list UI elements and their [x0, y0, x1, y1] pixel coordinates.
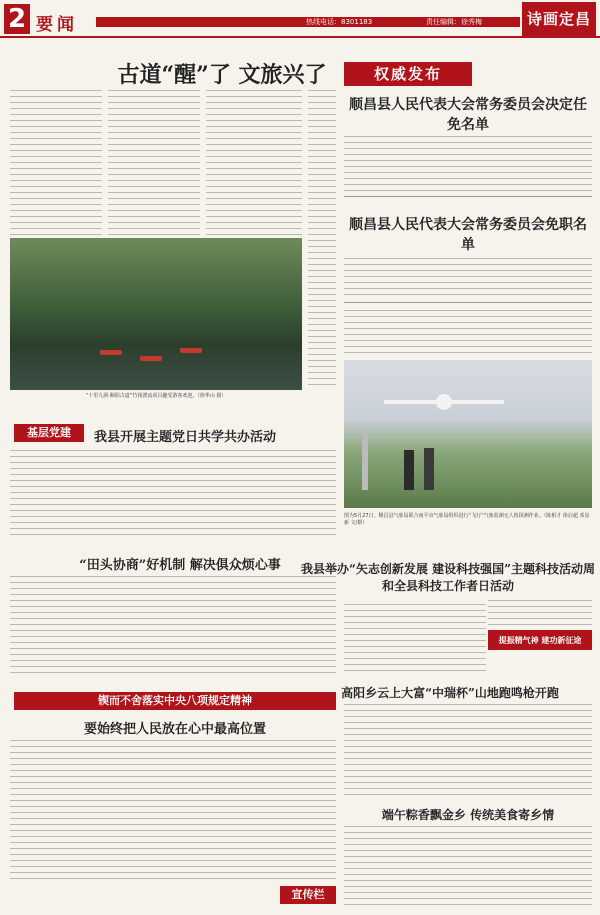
- article3-title: “田头协商”好机制 解决俱众烦心事: [79, 558, 281, 573]
- article1-body-col3: [206, 90, 302, 235]
- article7-title: 端午粽香飘金乡 传统美食寄乡情: [381, 808, 555, 822]
- article4-title: 我县举办“矢志创新发展 建设科技强国”主题科技活动周和全县科技工作者日活动: [301, 562, 595, 593]
- article7-body: [344, 826, 592, 908]
- article6-title: 要始终把人民放在心中最高位置: [83, 722, 266, 737]
- article1-body-col4: [308, 90, 336, 390]
- article5-title: 高阳乡云上大富“中瑞杯”山地跑鸣枪开跑: [341, 686, 559, 700]
- authority-tag: 权威发布: [344, 62, 472, 86]
- article2-title: 我县开展主题党日共学共办活动: [94, 430, 277, 445]
- regulation-tag: 锲而不舍落实中央八项规定精神: [14, 692, 336, 710]
- authority-article-body: [344, 310, 592, 354]
- newspaper-logo: 诗画定昌: [522, 2, 596, 36]
- side-banner: 提振精气神 建功新征途: [488, 630, 592, 650]
- rafting-photo-caption: “十里九洞·顺阳古道”竹筏漂流项目趣受游客欢迎。（徐华山 摄）: [85, 393, 227, 399]
- divider: [344, 302, 592, 303]
- article3-body: [10, 576, 336, 674]
- appointment-title: 顺昌县人民代表大会常务委员会决定任免名单: [349, 97, 587, 133]
- hotline: 热线电话：8301183: [306, 18, 373, 26]
- column-tag: 宣传栏: [280, 886, 336, 904]
- drone-photo-caption: 图为5月27日，顺昌县气象局联合南平市气象局组织进行“飞行”气象监测无人机探测作业。（陈相才 徐启超 邓显新 文/摄）: [344, 513, 590, 526]
- article5-body: [344, 704, 592, 798]
- appointment-list: [344, 136, 592, 192]
- side-body: [488, 600, 592, 628]
- drone-weather-photo: [344, 360, 592, 508]
- article1-body-col1: [10, 90, 102, 235]
- header-info-bar: [96, 17, 520, 27]
- page-number: 2: [4, 4, 30, 34]
- section-title: 要闻: [36, 15, 78, 35]
- party-building-tag: 基层党建: [14, 424, 84, 442]
- divider: [344, 196, 592, 197]
- rafting-photo: [10, 238, 302, 390]
- article1-body-col2: [108, 90, 200, 235]
- article2-body: [10, 450, 336, 540]
- article4-body: [344, 604, 486, 674]
- article1-title: 古道“醒”了 文旅兴了: [117, 62, 327, 88]
- dismissal-title: 顺昌县人民代表大会常务委员会免职名单: [349, 217, 587, 253]
- editor: 责任编辑：徐秀梅: [426, 18, 482, 26]
- article6-body: [10, 740, 336, 880]
- dismissal-list: [344, 258, 592, 298]
